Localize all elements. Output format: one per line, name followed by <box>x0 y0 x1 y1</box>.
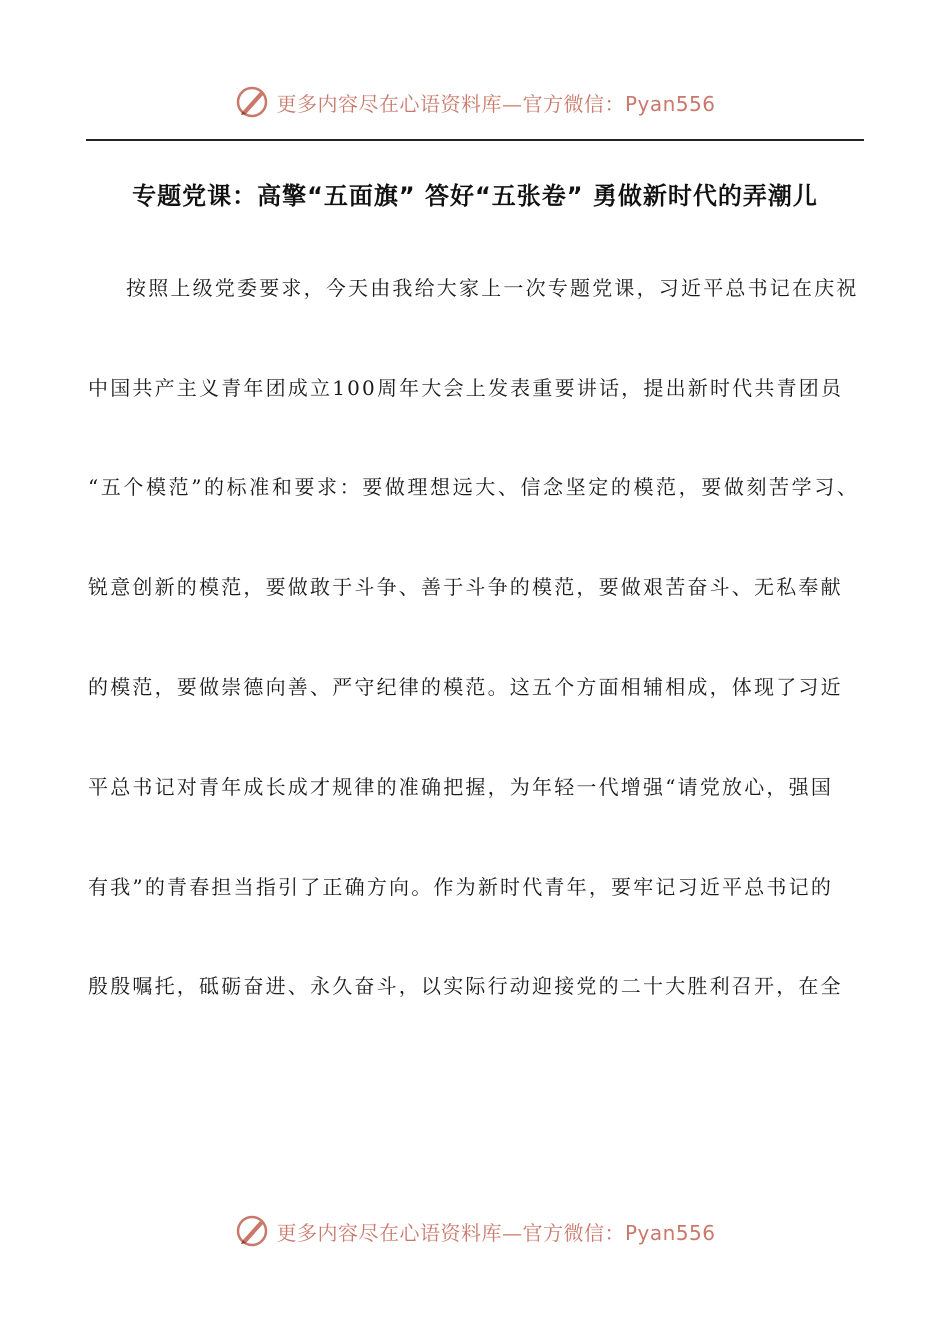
header-wechat-id: Pyan556 <box>624 91 716 116</box>
document-title: 专题党课：高擎“五面旗” 答好“五张卷” 勇做新时代的弄潮儿 <box>132 182 818 210</box>
body-line: 殷殷嘱托，砥砺奋进、永久奋斗，以实际行动迎接党的二十大胜利召开，在全 <box>88 974 843 998</box>
footer-watermark <box>0 1211 950 1251</box>
body-line: 平总书记对青年成长成才规律的准确把握，为年轻一代增强“请党放心，强国 <box>88 775 834 799</box>
body-line: 中国共产主义青年团成立100周年大会上发表重要讲话，提出新时代共青团员 <box>88 376 844 400</box>
pen-circle-logo-icon <box>234 84 270 120</box>
body-line: 锐意创新的模范，要做敢于斗争、善于斗争的模范，要做艰苦奋斗、无私奉献 <box>88 575 843 599</box>
header-rule <box>86 139 864 141</box>
header-watermark <box>0 82 950 122</box>
footer-brand-text: 更多内容尽在心语资料库—官方微信：Pyan556 <box>276 1220 716 1245</box>
header-brand-text: 更多内容尽在心语资料库—官方微信：Pyan556 <box>276 91 716 116</box>
footer-wechat-id: Pyan556 <box>624 1220 716 1245</box>
body-line: 有我”的青春担当指引了正确方向。作为新时代青年，要牢记习近平总书记的 <box>88 875 834 899</box>
body-line: 按照上级党委要求，今天由我给大家上一次专题党课，习近平总书记在庆祝 <box>126 276 859 300</box>
body-line: “五个模范”的标准和要求：要做理想远大、信念坚定的模范，要做刻苦学习、 <box>88 475 860 499</box>
pen-circle-logo-icon <box>234 1213 270 1249</box>
body-line: 的模范，要做崇德向善、严守纪律的模范。这五个方面相辅相成，体现了习近 <box>88 675 843 699</box>
